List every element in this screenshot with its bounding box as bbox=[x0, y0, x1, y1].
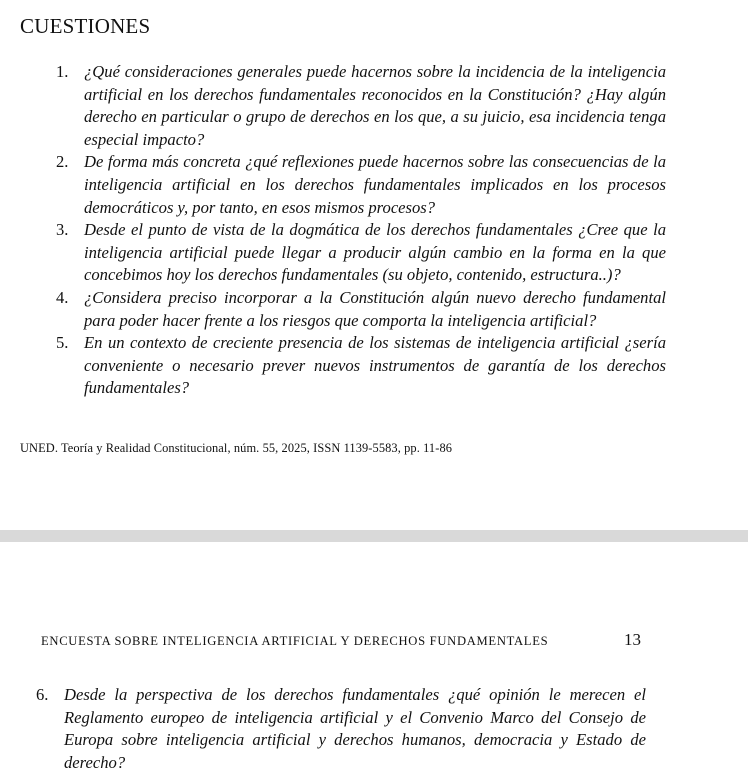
question-list bbox=[56, 61, 666, 400]
question-list bbox=[36, 684, 646, 774]
question-item bbox=[56, 332, 666, 400]
question-item bbox=[56, 61, 666, 151]
question-text: Desde el punto de vista de la dogmática de los derechos fundamentales ¿Cree que la inteligencia artificial puede llegar a producir algún cambio en la forma en la que concebimos hoy los derechos fundamentales (su objeto, contenido, estructura..)? bbox=[84, 220, 666, 285]
document-page-2 bbox=[0, 542, 748, 772]
page-footer-citation: UNED. Teoría y Realidad Constitucional, núm. 55, 2025, ISSN 1139-5583, pp. 11-86 bbox=[20, 441, 453, 455]
question-number: 2. bbox=[56, 152, 69, 172]
question-item bbox=[56, 151, 666, 219]
question-text: Desde la perspectiva de los derechos fundamentales ¿qué opinión le merecen el Reglamento europeo de inteligencia artificial y el Convenio Marco del Consejo de Europa sobre inteligencia artificial y derechos humanos, democracia y Estado de derecho? bbox=[64, 685, 646, 772]
question-item bbox=[56, 219, 666, 287]
question-text: ¿Considera preciso incorporar a la Constitución algún nuevo derecho fundamental para poder hacer frente a los riesgos que comporta la inteligencia artificial? bbox=[84, 287, 666, 330]
page-number: 13 bbox=[624, 630, 641, 649]
question-item bbox=[56, 287, 666, 332]
question-number: 6. bbox=[36, 685, 49, 704]
question-text: De forma más concreta ¿qué reflexiones puede hacernos sobre las consecuencias de la inteligencia artificial en los derechos fundamentales implicados en los procesos democráticos y, por tanto, en esos mismos procesos? bbox=[84, 152, 666, 217]
page-divider bbox=[0, 530, 748, 542]
question-number: 3. bbox=[56, 220, 69, 240]
section-heading: CUESTIONES bbox=[20, 14, 151, 38]
running-head: ENCUESTA SOBRE INTELIGENCIA ARTIFICIAL Y DERECHOS FUNDAMENTALES bbox=[41, 634, 549, 648]
question-number: 1. bbox=[56, 62, 69, 81]
question-text: ¿Qué consideraciones generales puede hacernos sobre la incidencia de la inteligencia artificial en los derechos fundamentales reconocidos en la Constitución? ¿Hay algún derecho en particular o grupo de derechos en los que, a su juicio, esa incidencia tenga especial impacto? bbox=[84, 62, 666, 149]
question-item bbox=[36, 684, 646, 774]
question-text: En un contexto de creciente presencia de los sistemas de inteligencia artificial ¿sería conveniente o necesario prever nuevos instrumentos de garantía de los derechos fundamentales? bbox=[84, 333, 666, 398]
question-number: 4. bbox=[56, 287, 69, 307]
question-number: 5. bbox=[56, 333, 69, 353]
